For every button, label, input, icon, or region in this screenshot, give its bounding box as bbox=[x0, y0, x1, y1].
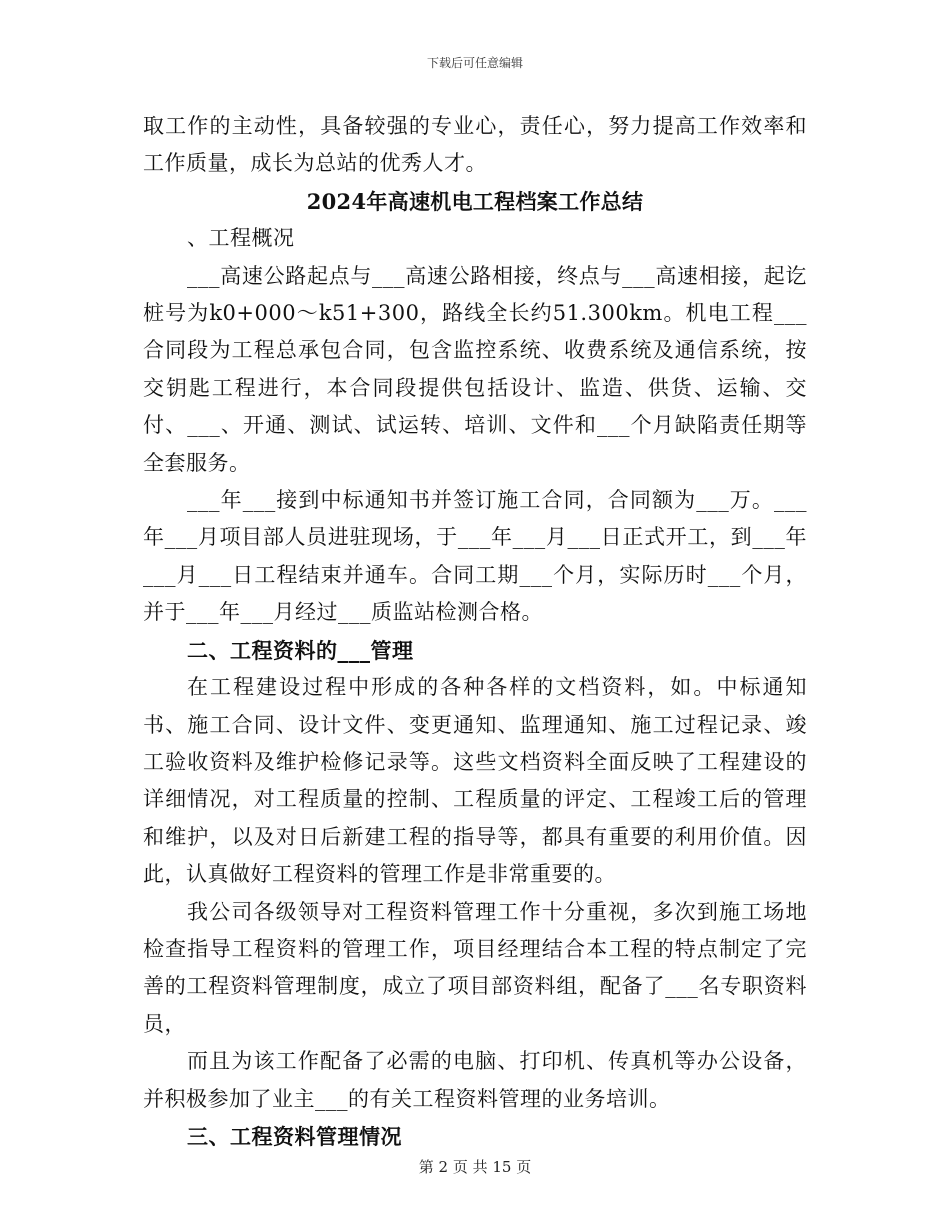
paragraph-contract-timeline: ___年___接到中标通知书并签订施工合同，合同额为___万。___年___月项目部人员进驻现场，于___年___月___日正式开工，到___年___月___日工程结束并通车。合同工期___个月，实际历时___个月，并于___年___月经过___质监站检测合格。 bbox=[143, 488, 807, 625]
paragraph-document-types: 在工程建设过程中形成的各种各样的文档资料，如。中标通知书、施工合同、设计文件、变更通知、监理通知、施工过程记录、竣工验收资料及维护检修记录等。这些文档资料全面反映了工程建设的详细情况，对工程质量的控制、工程质量的评定、工程竣工后的管理和维护，以及对日后新建工程的指导等，都具有重要的利用价值。因此，认真做好工程资料的管理工作是非常重要的。 bbox=[143, 675, 807, 887]
document-title: 2024年高速机电工程档案工作总结 bbox=[306, 188, 644, 214]
document-body bbox=[143, 108, 807, 1155]
paragraph-continuation: 取工作的主动性，具备较强的专业心，责任心，努力提高工作效率和工作质量，成长为总站的优秀人才。 bbox=[143, 114, 807, 176]
section-heading-document-management: 二、工程资料的___管理 bbox=[187, 637, 414, 663]
paragraph-equipment-training: 而且为该工作配备了必需的电脑、打印机、传真机等办公设备，并积极参加了业主___的有关工程资料管理的业务培训。 bbox=[143, 1049, 807, 1111]
section-heading-project-overview: 、工程概况 bbox=[187, 226, 295, 251]
paragraph-leadership-attention: 我公司各级领导对工程资料管理工作十分重视，多次到施工场地检查指导工程资料的管理工作，项目经理结合本工程的特点制定了完善的工程资料管理制度，成立了项目部资料组，配备了___名专职资料员， bbox=[143, 899, 807, 1036]
page-number: 第 2 页 共 15 页 bbox=[418, 1158, 532, 1176]
section-heading-management-status: 三、工程资料管理情况 bbox=[187, 1123, 402, 1149]
paragraph-project-overview: ___高速公路起点与___高速公路相接，终点与___高速相接，起讫桩号为k0+000～k51+300，路线全长约51.300km。机电工程___合同段为工程总承包合同，包含监控系统、收费系统及通信系统，按交钥匙工程进行，本合同段提供包括设计、监造、供货、运输、交付、___、开通、测试、试运转、培训、文件和___个月缺陷责任期等全套服务。 bbox=[143, 263, 807, 475]
header-note: 下载后可任意编辑 bbox=[426, 56, 523, 70]
